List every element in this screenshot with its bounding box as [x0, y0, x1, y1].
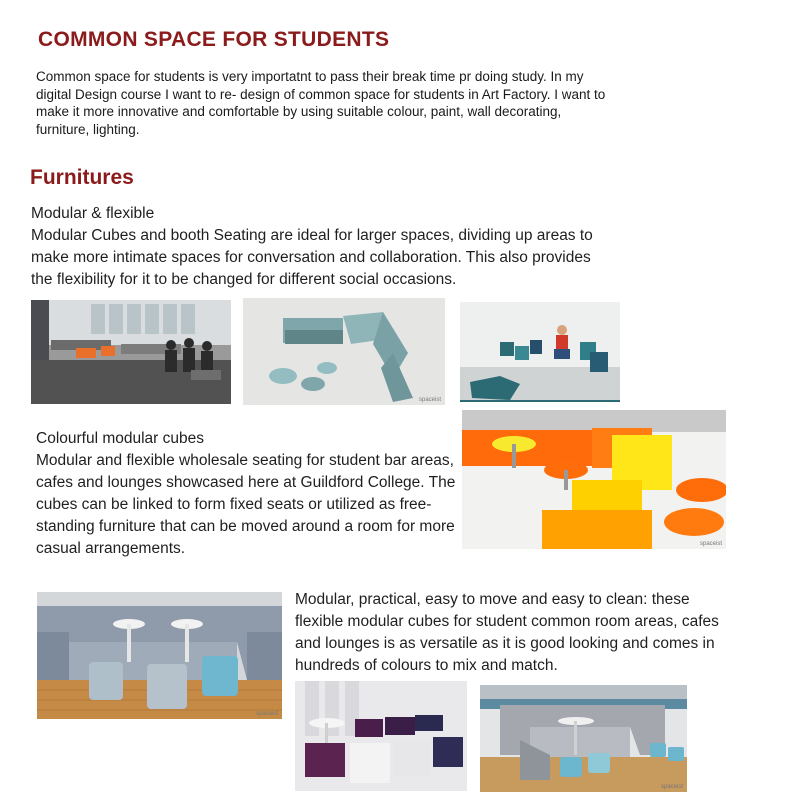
grey-booth-photo	[37, 592, 282, 719]
modular-flexible-block	[31, 203, 611, 291]
purple-cubes-photo	[295, 681, 467, 791]
colourful-cubes-block	[36, 428, 456, 560]
kids-cube-stools-photo	[460, 302, 620, 402]
photo-watermark: spaceist	[699, 541, 722, 547]
orange-yellow-seating-photo	[462, 410, 726, 549]
page-title: COMMON SPACE FOR STUDENTS	[38, 28, 390, 51]
photo-watermark: spaceist	[418, 397, 441, 403]
modular-practical-block	[295, 589, 735, 677]
block-body: Modular Cubes and booth Seating are ideal for larger spaces, dividing up areas to make more intimate spaces for conversation and collaboration. This also provides the flexibility for it to be changed for different social occasions.	[31, 227, 593, 288]
teal-modular-sofa-photo	[243, 298, 445, 405]
cafe-booth-photo	[480, 685, 687, 792]
block-body: Modular, practical, easy to move and easy to clean: these flexible modular cubes for student common room areas, cafes and lounges is as versatile as it is good looking and comes in hundreds of colours to mix and match.	[295, 591, 719, 674]
block-subtitle: Modular & flexible	[31, 205, 155, 222]
photo-watermark: spaceist	[660, 784, 683, 790]
lounge-students-photo	[31, 300, 231, 404]
photo-watermark: spaceist	[255, 711, 278, 717]
intro-paragraph: Common space for students is very importatnt to pass their break time pr doing study. In my digital Design course I want to re- design of common space for students in Art Factory. I want to make it more innovative and comfortable by using suitable colour, paint, wall decorating, furniture, lighting.	[36, 69, 606, 137]
section-heading-furnitures: Furnitures	[30, 166, 134, 189]
block-subtitle: Colourful modular cubes	[36, 430, 205, 447]
block-body: Modular and flexible wholesale seating for student bar areas, cafes and lounges showcased here at Guildford College. The cubes can be linked to form fixed seats or utilized as free-standing furniture that can be moved around a room for more casual arrangements.	[36, 452, 456, 557]
